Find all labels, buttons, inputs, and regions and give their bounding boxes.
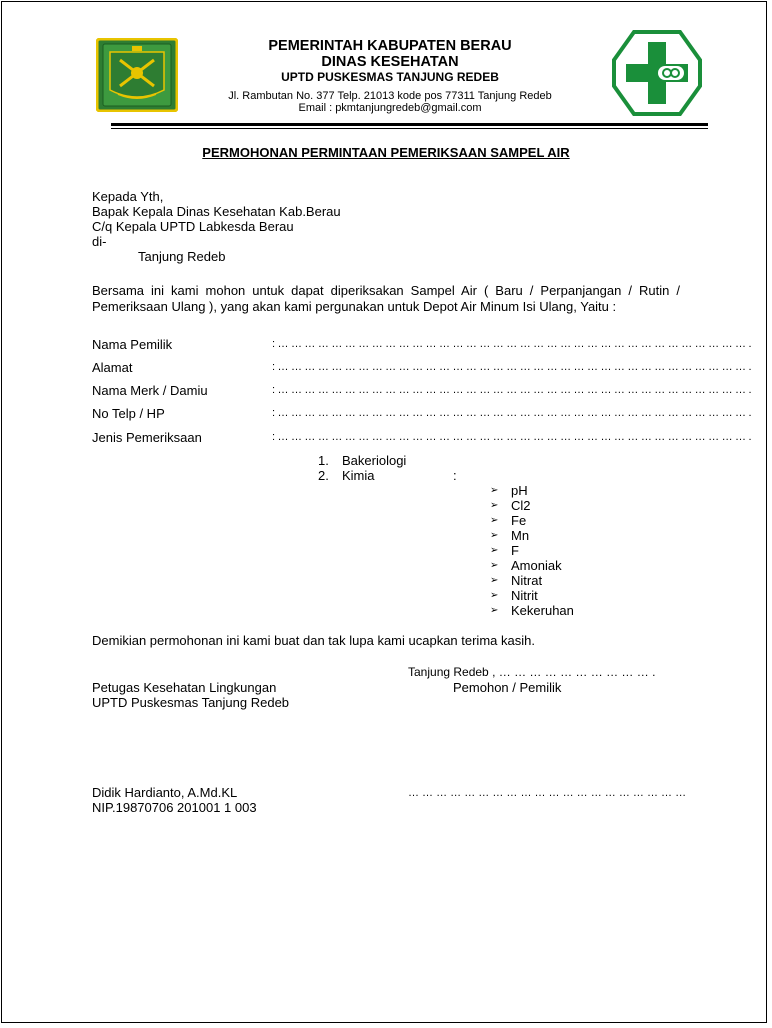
exam-number-1: 1.	[318, 453, 329, 468]
header-government: PEMERINTAH KABUPATEN BERAU	[268, 38, 512, 54]
param-f: F	[511, 543, 519, 558]
param-amoniak: Amoniak	[511, 558, 562, 573]
bullet-arrow-icon: ➢	[490, 515, 499, 526]
bullet-arrow-icon: ➢	[490, 590, 499, 601]
field-blank-phone: : … … … … … … … … … … … … … … … … … … … … … … … … … … … … … … … … … … … .	[272, 407, 752, 419]
field-label-brand: Nama Merk / Damiu	[92, 383, 208, 398]
field-label-exam-type: Jenis Pemeriksaan	[92, 430, 202, 445]
exam-number-2: 2.	[318, 468, 329, 483]
field-blank-address: : … … … … … … … … … … … … … … … … … … … … … … … … … … … … … … … … … … … .	[272, 361, 752, 373]
recipient-line-2: Bapak Kepala Dinas Kesehatan Kab.Berau	[92, 204, 341, 219]
bullet-arrow-icon: ➢	[490, 530, 499, 541]
field-blank-owner-name: : … … … … … … … … … … … … … … … … … … … … … … … … … … … … … … … … … … … .	[272, 338, 752, 350]
header-address: Jl. Rambutan No. 377 Telp. 21013 kode pos 77311 Tanjung Redeb	[228, 90, 552, 102]
field-blank-exam-type: : … … … … … … … … … … … … … … … … … … … … … … … … … … … … … … … … … … … .	[272, 431, 752, 443]
bullet-arrow-icon: ➢	[490, 560, 499, 571]
date-place-line: Tanjung Redeb , … … … … … … … … … … .	[408, 665, 656, 679]
header-unit: UPTD PUSKESMAS TANJUNG REDEB	[281, 70, 499, 84]
param-mn: Mn	[511, 528, 530, 543]
bullet-arrow-icon: ➢	[490, 605, 499, 616]
recipient-line-4: di-	[92, 234, 107, 249]
field-label-owner-name: Nama Pemilik	[92, 337, 173, 352]
field-label-phone: No Telp / HP	[92, 406, 165, 421]
signatory-right-title: Pemohon / Pemilik	[453, 680, 562, 695]
intro-paragraph: Bersama ini kami mohon untuk dapat diperiksakan Sampel Air ( Baru / Perpanjangan / Rutin / Pemeriksaan Ulang ), yang akan kami pergunakan untuk Depot Air Minum Isi Ulang, Yaitu :	[92, 283, 680, 314]
signatory-left-unit: UPTD Puskesmas Tanjung Redeb	[92, 695, 290, 710]
bullet-arrow-icon: ➢	[490, 545, 499, 556]
signatory-right-name-blank: … … … … … … … … … … … … … … … … … … … …	[408, 787, 687, 799]
param-nitrat: Nitrat	[511, 573, 543, 588]
header-email: Email : pkmtanjungredeb@gmail.com	[298, 102, 482, 114]
recipient-line-1: Kepada Yth,	[92, 189, 164, 204]
signatory-left-name: Didik Hardianto, A.Md.KL	[92, 785, 238, 800]
field-blank-brand: : … … … … … … … … … … … … … … … … … … … … … … … … … … … … … … … … … … … .	[272, 384, 752, 396]
signatory-left-title: Petugas Kesehatan Lingkungan	[92, 680, 277, 695]
bullet-arrow-icon: ➢	[490, 500, 499, 511]
health-cross-logo-icon	[612, 30, 702, 116]
exam-option-bacteriology: Bakeriologi	[342, 453, 407, 468]
recipient-line-5: Tanjung Redeb	[138, 249, 226, 264]
param-kekeruhan: Kekeruhan	[511, 603, 574, 618]
param-fe: Fe	[511, 513, 527, 528]
bullet-arrow-icon: ➢	[490, 485, 499, 496]
param-nitrit: Nitrit	[511, 588, 538, 603]
header-divider-thick	[111, 123, 708, 126]
header-department: DINAS KESEHATAN	[321, 54, 459, 70]
param-cl2: Cl2	[511, 498, 531, 513]
bullet-arrow-icon: ➢	[490, 575, 499, 586]
document-title: PERMOHONAN PERMINTAAN PEMERIKSAAN SAMPEL AIR	[202, 145, 570, 160]
field-label-address: Alamat	[92, 360, 133, 375]
closing-sentence: Demikian permohonan ini kami buat dan tak lupa kami ucapkan terima kasih.	[92, 633, 535, 648]
param-ph: pH	[511, 483, 528, 498]
header-divider-thin	[111, 128, 708, 129]
recipient-line-3: C/q Kepala UPTD Labkesda Berau	[92, 219, 294, 234]
berau-regency-crest-icon	[96, 38, 178, 112]
exam-option-chemistry: Kimia	[342, 468, 375, 483]
signatory-left-nip: NIP.19870706 201001 1 003	[92, 800, 257, 815]
exam-chemistry-colon: :	[453, 468, 457, 483]
